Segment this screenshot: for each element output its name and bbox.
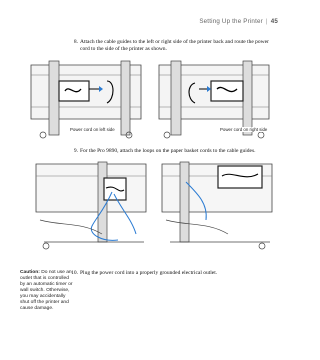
figure-caption-right: Power cord on right side (220, 127, 268, 132)
step-number: 10. (71, 270, 78, 276)
caution-text: Do not use an outlet that is controlled by an automatic timer or wall switch. Otherwise, you may accidentally shut off the printer and cause damage. (20, 270, 73, 311)
figure-basket-cords-right (158, 160, 276, 250)
step-text: Plug the power cord into a properly grounded electrical outlet. (80, 270, 218, 276)
step-10 (71, 270, 280, 277)
step-number: 9. (73, 148, 78, 154)
step-text: For the Pro 9890, attach the loops on the paper basket cords to the cable guides. (80, 148, 256, 154)
step-9 (73, 148, 280, 155)
step-number: 8. (73, 39, 78, 45)
page-number: 45 (270, 18, 278, 25)
figure-basket-cords-left (32, 160, 150, 250)
running-header (199, 18, 278, 25)
header-separator: | (265, 18, 268, 25)
caution-label: Caution: (20, 270, 40, 275)
step-8 (73, 39, 280, 54)
section-title: Setting Up the Printer (199, 18, 263, 25)
step-text: Attach the cable guides to the left or right side of the printer back and route the power cord to the side of the printer as shown. (80, 39, 269, 53)
figure-caption-left: Power cord on left side (70, 127, 115, 132)
